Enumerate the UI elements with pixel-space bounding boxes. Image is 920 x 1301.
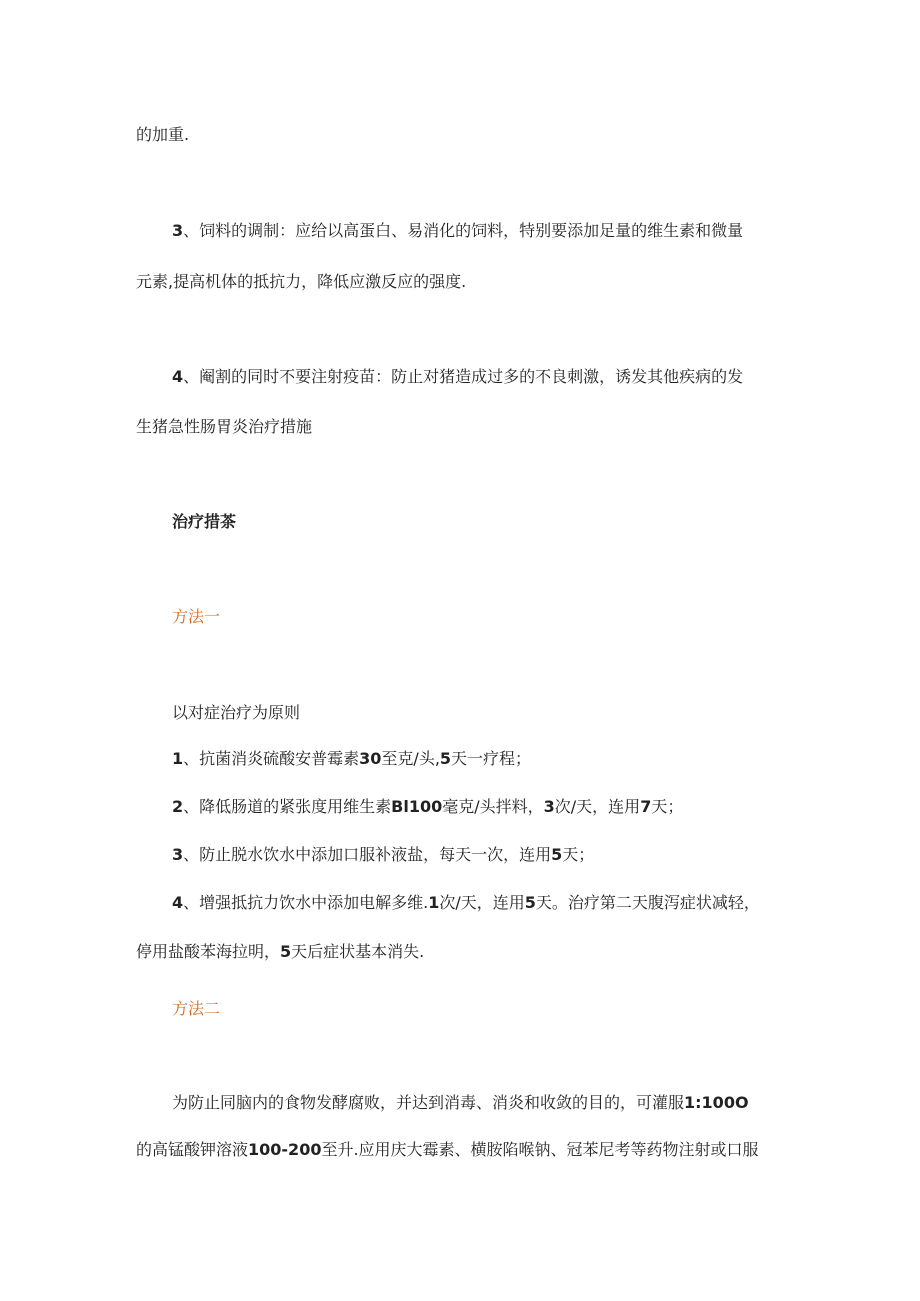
item-number: 3	[172, 845, 184, 864]
method-heading: 方法一	[172, 607, 221, 626]
item-number: 2	[172, 797, 184, 816]
item-text: 次/天，连用	[439, 893, 525, 912]
item-text: 至克/头,	[381, 749, 440, 768]
item-value: 1	[428, 893, 440, 912]
item-number: 1	[172, 749, 184, 768]
item-value: 7	[640, 797, 652, 816]
item-value: 5	[524, 893, 536, 912]
paragraph-line: 生猪急性肠胃炎治疗措施	[136, 417, 313, 436]
paragraph-line: 元素,提高机体的抵抗力，降低应激反应的强度.	[136, 272, 467, 291]
item-value: 3	[543, 797, 555, 816]
item-text: 的高锰酸钾溶液	[136, 1140, 249, 1159]
item-value: 100-200	[248, 1140, 322, 1159]
item-text: 天一疗程；	[451, 749, 532, 768]
item-value: 5	[439, 749, 452, 768]
method-heading: 方法二	[172, 999, 221, 1018]
paragraph-line: 以对症治疗为原则	[172, 703, 301, 722]
paragraph-line	[136, 941, 424, 963]
item-3-line	[172, 220, 743, 242]
item-text: 、抗菌消炎硫酸安普霉素	[183, 749, 360, 768]
item-4-line	[172, 366, 743, 388]
item-number: 3	[172, 221, 184, 240]
item-text: 、增强抵抗力饮水中添加电解多维.	[183, 893, 429, 912]
item-text: 至升.应用庆大霉素、横胺陷喉钠、冠苯尼考等药物注射或口服	[321, 1140, 759, 1159]
treatment-item-1	[172, 748, 531, 770]
item-text: 天；	[562, 845, 595, 864]
item-value: 5	[551, 845, 563, 864]
paragraph-line: 的加重.	[136, 125, 190, 144]
treatment-item-3	[172, 844, 594, 866]
item-text: 天。治疗第二天腹泻症状减轻，	[535, 893, 760, 912]
section-heading: 治疗措茶	[172, 512, 237, 531]
item-text: 次/天，连用	[554, 797, 641, 816]
item-text: 、饲料的调制：应给以高蛋白、易消化的饲料，特别要添加足量的维生素和微量	[183, 221, 744, 240]
item-value: 5	[280, 942, 292, 961]
item-text: 天后症状基本消失.	[291, 942, 425, 961]
item-number: 4	[172, 893, 184, 912]
item-text: 、防止脱水饮水中添加口服补液盐，每天一次，连用	[183, 845, 552, 864]
item-value: Bl100	[391, 797, 443, 816]
item-value: 30	[359, 749, 382, 768]
item-text: 毫克/头拌料，	[442, 797, 544, 816]
item-text: 为防止同脑内的食物发酵腐败，并达到消毒、消炎和收敛的目的，可灌服	[172, 1093, 685, 1112]
item-number: 4	[172, 367, 184, 386]
item-text: 、降低肠道的紧张度用维生素	[183, 797, 392, 816]
paragraph-line	[172, 1092, 749, 1114]
treatment-item-4	[172, 892, 760, 914]
paragraph-line	[136, 1139, 759, 1161]
item-text: 、阉割的同时不要注射疫苗：防止对猪造成过多的不良刺激，诱发其他疾病的发	[183, 367, 744, 386]
item-value: 1:100O	[684, 1093, 749, 1112]
item-text: 天；	[651, 797, 684, 816]
item-text: 停用盐酸苯海拉明，	[136, 942, 281, 961]
treatment-item-2	[172, 796, 683, 818]
